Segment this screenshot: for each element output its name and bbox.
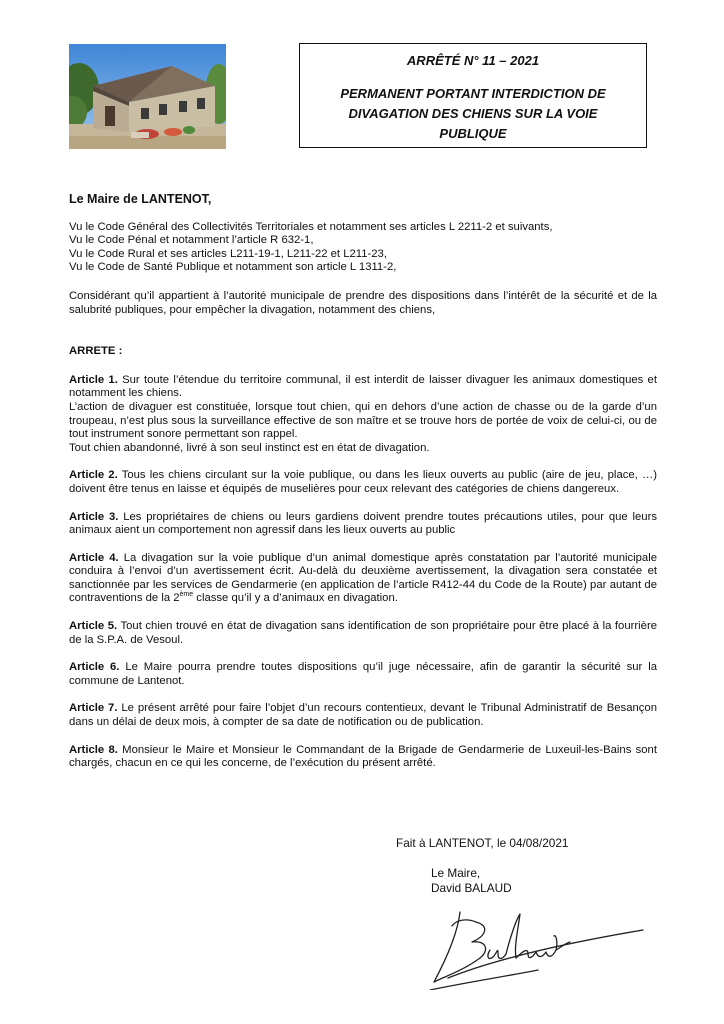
signer-role: Le Maire,	[431, 866, 481, 880]
article-2	[69, 469, 657, 496]
article-2-text: Tous les chiens circulant sur la voie publique, ou dans les lieux ouverts au public (aire de jeu, place, …) doivent être tenus en laisse et équipés de muselières pour ceux relevant des catégories de chiens dangereux.	[69, 469, 657, 495]
article-4-text-end: classe qu’il y a d’animaux en divagation.	[193, 592, 398, 605]
signer-name: David BALAUD	[431, 881, 512, 895]
article-4-superscript: ème	[179, 591, 194, 599]
article-4-label: Article 4.	[69, 551, 119, 564]
vu-item: Vu le Code de Santé Publique et notamment son article L 1311-2,	[69, 261, 397, 274]
article-6-label: Article 6.	[69, 661, 120, 674]
article-5	[69, 620, 657, 647]
signature-icon	[428, 890, 658, 990]
place-date: Fait à LANTENOT, le 04/08/2021	[396, 836, 569, 850]
article-7-label: Article 7.	[69, 702, 118, 715]
article-8-label: Article 8.	[69, 743, 118, 756]
article-1-label: Article 1.	[69, 373, 118, 386]
arrete-subject: PERMANENT PORTANT INTERDICTION DE DIVAGATION DES CHIENS SUR LA VOIE PUBLIQUE	[340, 86, 606, 141]
article-6	[69, 661, 657, 688]
article-6-text: Le Maire pourra prendre toutes dispositions qu’il juge nécessaire, afin de garantir la sécurité sur la commune de Lantenot.	[69, 661, 657, 687]
article-1-text: Sur toute l’étendue du territoire communal, il est interdit de laisser divaguer les animaux domestiques et notamment les chiens.	[69, 373, 657, 400]
signature-block	[396, 836, 569, 895]
title-box	[299, 43, 647, 148]
article-7-text: Le présent arrêté pour faire l’objet d’un recours contentieux, devant le Tribunal Administratif de Besançon dans un délai de deux mois, à compter de sa date de notification ou de publication.	[69, 702, 657, 729]
vu-item: Vu le Code Pénal et notamment l’article R 632-1,	[69, 234, 314, 247]
article-5-text: Tout chien trouvé en état de divagation sans identification de son propriétaire pour être placé à la fourrière de la S.P.A. de Vesoul.	[69, 620, 657, 646]
town-hall-photo	[69, 44, 226, 149]
article-8-text: Monsieur le Maire et Monsieur le Commandant de la Brigade de Gendarmerie de Luxeuil-les-Bains sont chargés, chacun en ce qui les concerne, de l’exécution du présent arrêté.	[69, 743, 657, 770]
considerant-paragraph: Considérant qu’il appartient à l’autorité municipale de prendre des dispositions dans l’intérêt de la sécurité et de la salubrité publiques, pour empêcher la divagation, notamment des chiens,	[69, 289, 657, 316]
arrete-heading: ARRETE :	[69, 345, 123, 358]
article-7	[69, 702, 657, 729]
town-hall-illustration	[69, 44, 226, 149]
article-2-label: Article 2.	[69, 469, 118, 482]
vu-item: Vu le Code Rural et ses articles L211-19-1, L211-22 et L211-23,	[69, 247, 387, 260]
arrete-number: ARRÊTÉ N° 11 – 2021	[406, 53, 540, 68]
article-1-text-2: L’action de divaguer est constituée, lorsque tout chien, qui en dehors d’une action de chasse ou de la garde d’un troupeau, n’est plus sous la surveillance effective de son maître et se trouve hors de portée de voix de celui-ci, ou de tout instrument sonore permettant son rappel.	[69, 400, 657, 441]
article-3-label: Article 3.	[69, 510, 119, 523]
article-3	[69, 511, 657, 538]
article-4	[69, 552, 657, 606]
vu-item: Vu le Code Général des Collectivités Territoriales et notamment ses articles L 2211-2 et suivants,	[69, 220, 553, 233]
article-4-text: La divagation sur la voie publique d’un animal domestique après constatation par l’autorité municipale conduira à l’envoi d’un avertissement écrit. Au-delà du deuxième avertissement, la divagation sera constatée et sanctionnée par les services de Gendarmerie (en application de l’article R412-44 du Code de la Route) par autant de contraventions de la 2	[69, 551, 657, 605]
article-8	[69, 744, 657, 771]
article-1-text-3: Tout chien abandonné, livré à son seul instinct est en état de divagation.	[69, 441, 430, 454]
article-3-text: Les propriétaires de chiens ou leurs gardiens doivent prendre toutes précautions utiles, pour que leurs animaux aient un comportement non agressif dans les lieux ouverts au public	[69, 510, 657, 537]
vu-list	[69, 221, 657, 275]
handwritten-signature	[428, 890, 658, 995]
document-body	[69, 193, 657, 785]
article-1	[69, 374, 657, 456]
mayor-heading: Le Maire de LANTENOT,	[69, 192, 212, 206]
article-5-label: Article 5.	[69, 620, 118, 633]
